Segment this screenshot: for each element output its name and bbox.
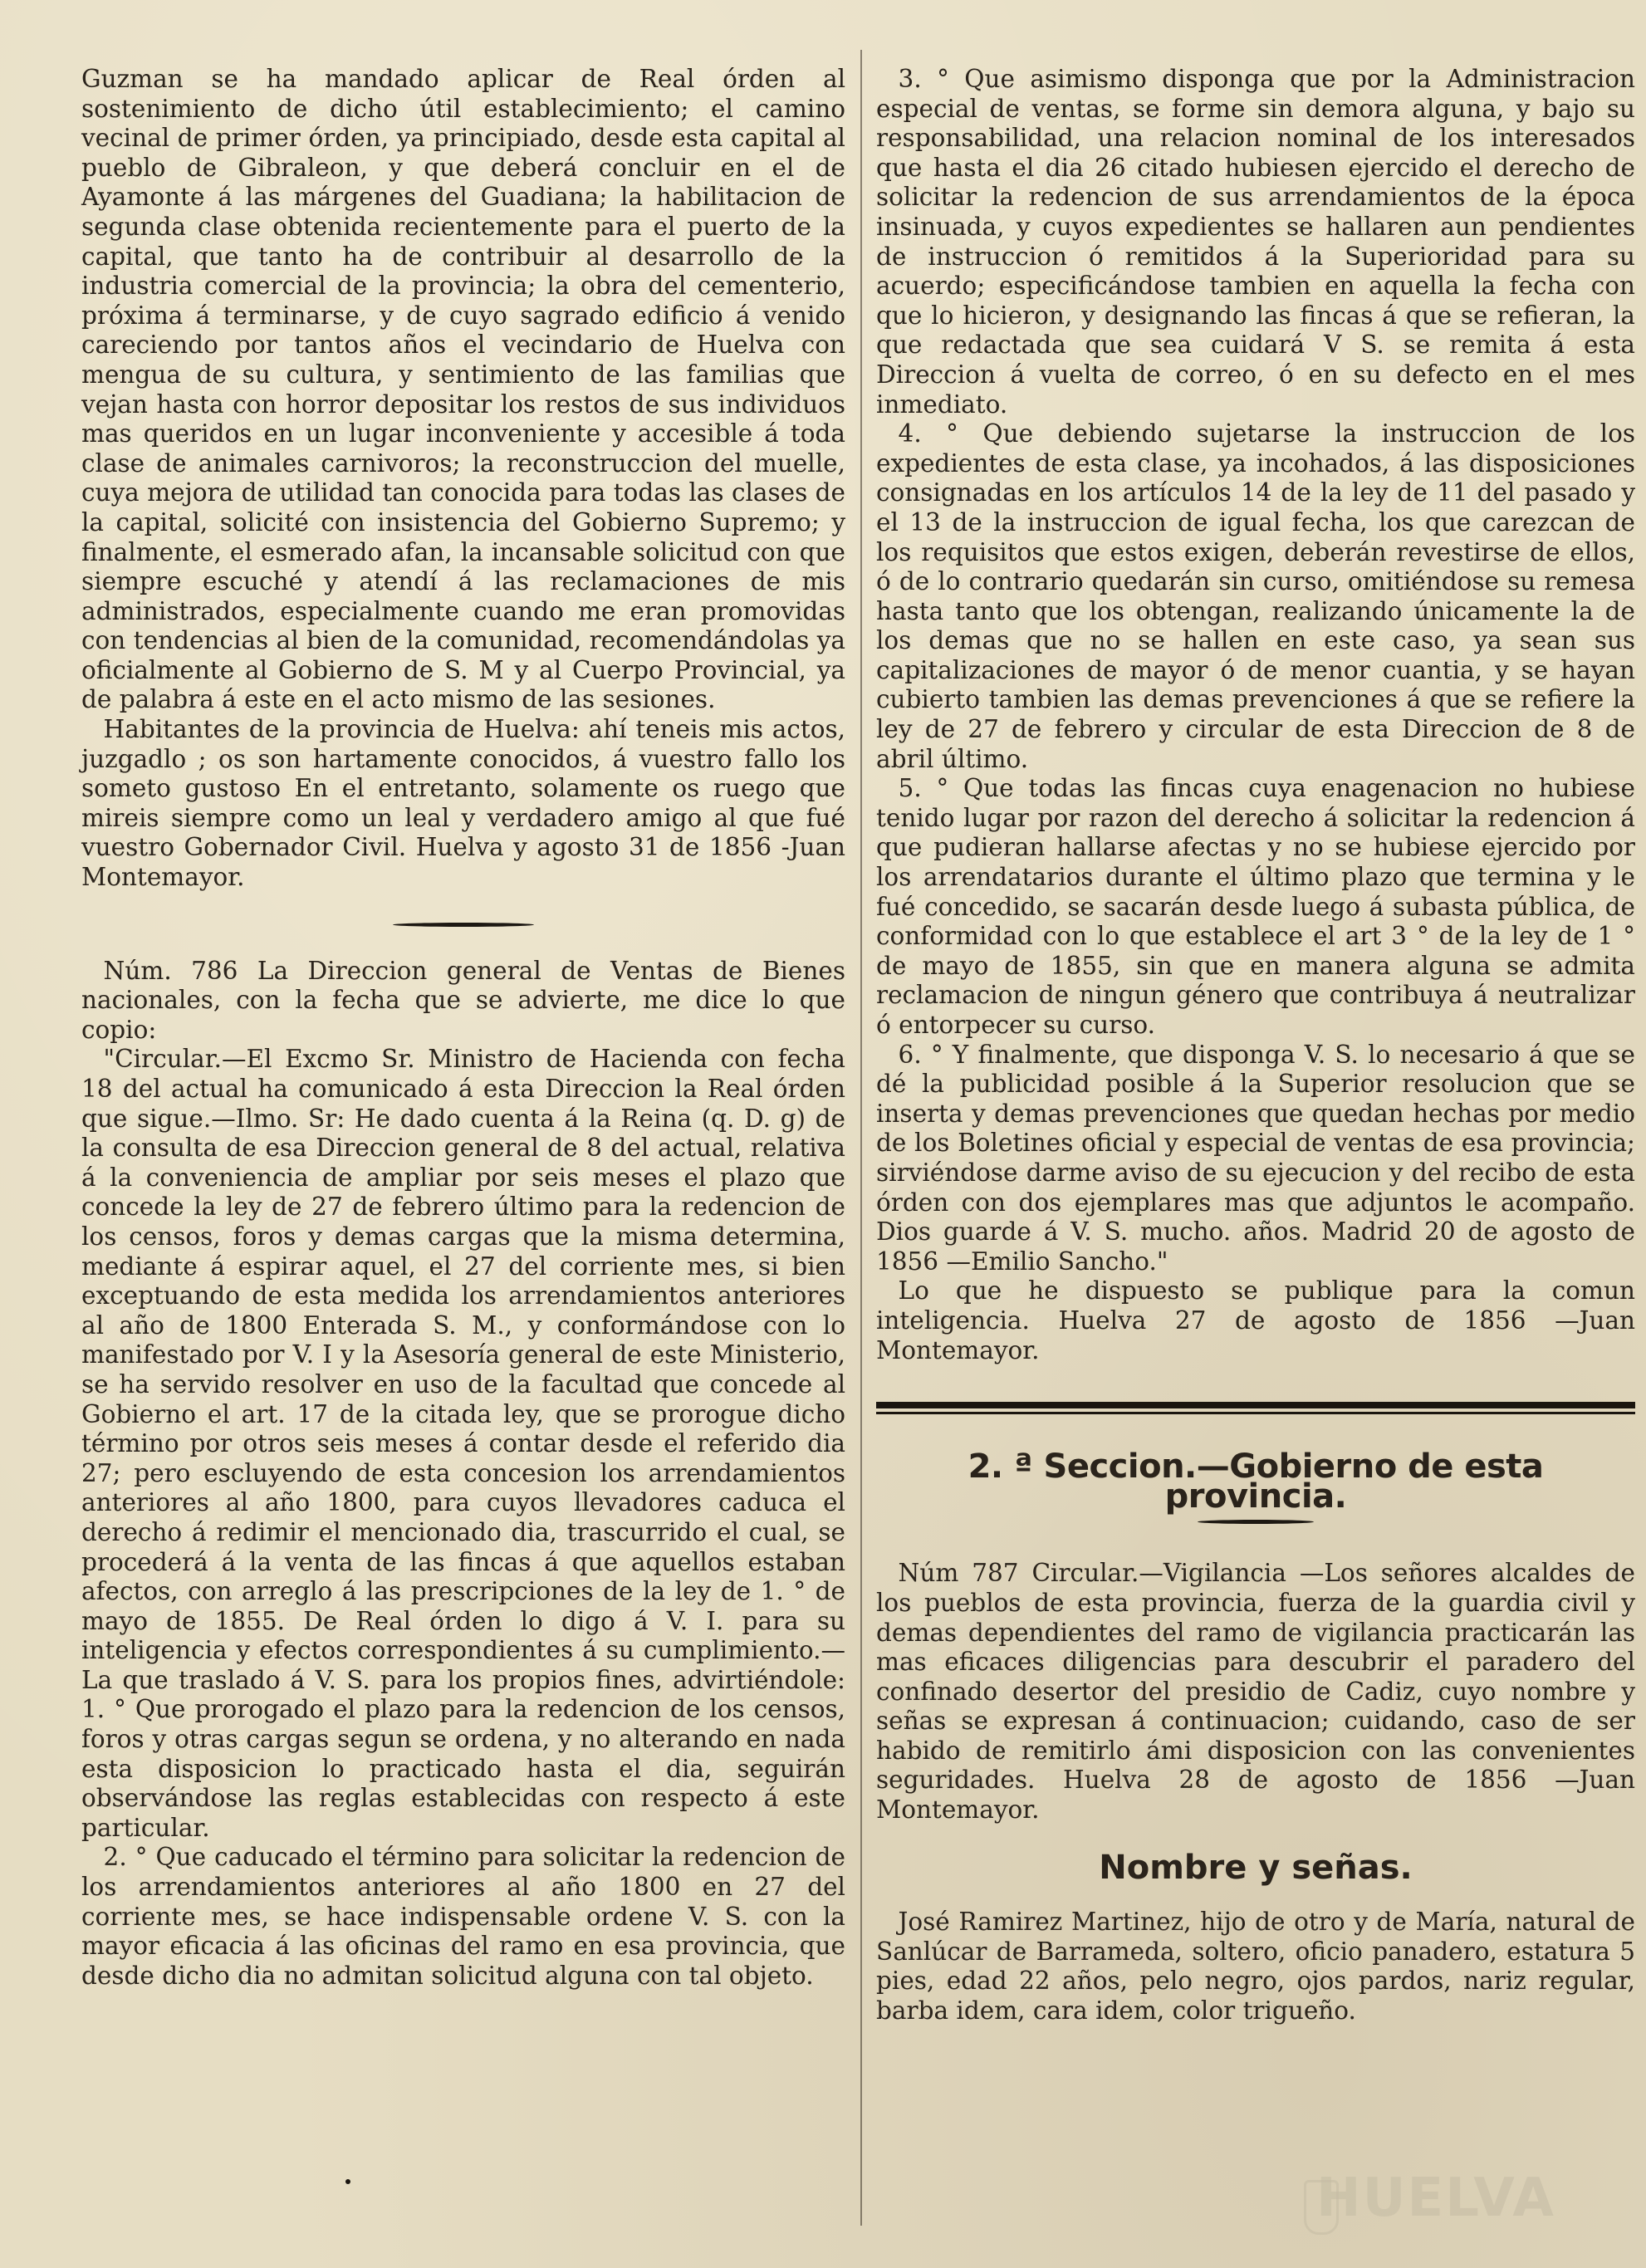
paragraph-item-5: 5. ° Que todas las fincas cuya enagenacion no hubiese tenido lugar por razon del derecho á solicitar la redencion á que pudieran hallarse afectas y no se hubiese ejercido por los arrendatarios durante el último plazo que termina y le fué concedido, se sacarán desde luego á subasta pública, de conformidad con lo que establece el art 3 ° de la ley de 1 ° de mayo de 1855, sin que en manera alguna se admita reclamacion de ningun género que contribuya á neutralizar ó entorpecer su curso.: [876, 774, 1635, 1039]
watermark: HUELVA: [1316, 2168, 1555, 2229]
ornamental-divider: [1198, 1520, 1314, 1524]
nombre-heading: Nombre y señas.: [1099, 1848, 1413, 1887]
paragraph-farewell: Habitantes de la provincia de Huelva: ahí teneis mis actos, juzgadlo ; os son hartamente conocidos, á vuestro fallo los someto gustoso En el entretanto, solamente os ruego que mireis siempre como un leal y verdadero amigo al que fué vuestro Gobernador Civil. Huelva y agosto 31 de 1856 -Juan Montemayor.: [81, 715, 845, 892]
paragraph-num-786: Núm. 786 La Direccion general de Ventas de Bienes nacionales, con la fecha que se advierte, me dice lo que copio:: [81, 956, 845, 1044]
section-heading: 2. ª Seccion.—Gobierno de esta provincia.: [968, 1448, 1544, 1516]
paragraph-item-6: 6. ° Y finalmente, que disponga V. S. lo necesario á que se dé la publicidad posible á la Superior resolucion que se inserta y demas prevenciones que quedan hechas por medio de los Boletines oficial y especial de ventas de esa provincia; sirviéndose darme aviso de su ejecucion y del recibo de esta órden con dos ejemplares mas que adjuntos le acompaño. Dios guarde á V. S. mucho. años. Madrid 20 de agosto de 1856 —Emilio Sancho.": [876, 1040, 1635, 1276]
section-rule-thin: [876, 1412, 1635, 1414]
ornamental-divider: [393, 923, 534, 927]
paragraph-publication: Lo que he dispuesto se publique para la comun inteligencia. Huelva 27 de agosto de 1856 —Juan Montemayor.: [876, 1276, 1635, 1364]
ink-dot: [345, 2179, 350, 2184]
paragraph-num-787: Núm 787 Circular.—Vigilancia —Los señores alcaldes de los pueblos de esta provincia, fuerza de la guardia civil y demas dependientes del ramo de vigilancia practicarán las mas eficaces diligencias para descubrir el paradero del confinado desertor del presidio de Cadiz, cuyo nombre y señas se expresan á continuacion; cuidando, caso de ser habido de remitirlo ámi disposicion con las convenientes seguridades. Huelva 28 de agosto de 1856 —Juan Montemayor.: [876, 1559, 1635, 1825]
paragraph-merits: Guzman se ha mandado aplicar de Real órden al sostenimiento de dicho útil establecimiento; el camino vecinal de primer órden, ya principiado, desde esta capital al pueblo de Gibraleon, y que deberá concluir en el de Ayamonte á las márgenes del Guadiana; la habilitacion de segunda clase obtenida recientemente para el puerto de la capital, que tanto ha de contribuir al desarrollo de la industria comercial de la provincia; la obra del cementerio, próxima á terminarse, y de cuyo sagrado edificio á venido careciendo por tantos años el vecindario de Huelva con mengua de su cultura, y sentimiento de las familias que vejan hasta con horror depositar los restos de sus individuos mas queridos en un lugar inconveniente y accesible á toda clase de animales carnivoros; la reconstruccion del muelle, cuya mejora de utilidad tan conocida para todas las clases de la capital, solicité con insistencia del Gobierno Supremo; y finalmente, el esmerado afan, la incansable solicitud con que siempre escuché y atendí á las reclamaciones de mis administrados, especialmente cuando me eran promovidas con tendencias al bien de la comunidad, recomendándolas ya oficialmente al Gobierno de S. M y al Cuerpo Provincial, ya de palabra á este en el acto mismo de las sesiones.: [81, 65, 845, 714]
paragraph-item-4: 4. ° Que debiendo sujetarse la instruccion de los expedientes de esta clase, ya incohados, á las disposiciones consignadas en los artículos 14 de la ley de 11 del pasado y el 13 de la instruccion de igual fecha, los que carezcan de los requisitos que estos exigen, deberán revestirse de ellos, ó de lo contrario quedarán sin curso, omitiéndose su remesa hasta tanto que los obtengan, realizando únicamente la de los demas que no se hallen en este caso, ya sean sus capitalizaciones de mayor ó de menor cuantia, y se hayan cubierto tambien las demas prevenciones á que se refiere la ley de 27 de febrero y circular de esta Direccion de 8 de abril último.: [876, 419, 1635, 773]
paragraph-item-3: 3. ° Que asimismo disponga que por la Administracion especial de ventas, se forme sin demora alguna, y bajo su responsabilidad, una relacion nominal de los interesados que hasta el dia 26 citado hubiesen ejercido el derecho de solicitar la redencion de sus arrendamientos de la época insinuada, y cuyos expedientes se hallaren aun pendientes de instruccion ó remitidos á la Superioridad para su acuerdo; especificándose tambien en aquella la fecha con que lo hicieron, y designando las fincas á que se refieran, la que redactada que sea cuidará V S. se remita á esta Direccion á vuelta de correo, ó en su defecto en el mes inmediato.: [876, 65, 1635, 419]
right-column: [876, 65, 1635, 2026]
paragraph-item-2: 2. ° Que caducado el término para solicitar la redencion de los arrendamientos anteriores al año 1800 en 27 del corriente mes, se hace indispensable ordene V. S. con la mayor eficacia á las oficinas del ramo en esa provincia, que desde dicho dia no admitan solicitud alguna con tal objeto.: [81, 1843, 845, 1990]
column-divider: [860, 50, 862, 2226]
paragraph-description: José Ramirez Martinez, hijo de otro y de María, natural de Sanlúcar de Barrameda, soltero, oficio panadero, estatura 5 pies, edad 22 años, pelo negro, ojos pardos, nariz regular, barba idem, cara idem, color trigueño.: [876, 1908, 1635, 2026]
section-rule-heavy: [876, 1402, 1635, 1408]
left-column: [81, 65, 845, 1991]
paragraph-circular: "Circular.—El Excmo Sr. Ministro de Hacienda con fecha 18 del actual ha comunicado á esta Direccion la Real órden que sigue.—Ilmo. Sr: He dado cuenta á la Reina (q. D. g) de la consulta de esa Direccion general de 8 del actual, relativa á la conveniencia de ampliar por seis meses el plazo que concede la ley de 27 de febrero último para la redencion de los censos, foros y demas cargas que la misma determina, mediante á espirar aquel, el 27 del corriente mes, si bien exceptuando de esta medida los arrendamientos anteriores al año de 1800 Enterada S. M., y conformándose con lo manifestado por V. I y la Asesoría general de este Ministerio, se ha servido resolver en uso de la facultad que concede al Gobierno el art. 17 de la citada ley, que se prorogue dicho término por otros seis meses á contar desde el referido dia 27; pero escluyendo de esta concesion los arrendamientos anteriores al año 1800, para cuyos llevadores caduca el derecho á redimir el mencionado dia, trascurrido el cual, se procederá á la venta de las fincas á que aquellos estaban afectos, con arreglo á las prescripciones de la ley de 1. ° de mayo de 1855. De Real órden lo digo á V. I. para su inteligencia y efectos correspondientes á su cumplimiento.—La que traslado á V. S. para los propios fines, advirtiéndole: 1. ° Que prorogado el plazo para la redencion de los censos, foros y otras cargas segun se ordena, y no alterando en nada esta disposicion lo practicado hasta el dia, seguirán observándose las reglas establecidas con respecto á este particular.: [81, 1045, 845, 1842]
